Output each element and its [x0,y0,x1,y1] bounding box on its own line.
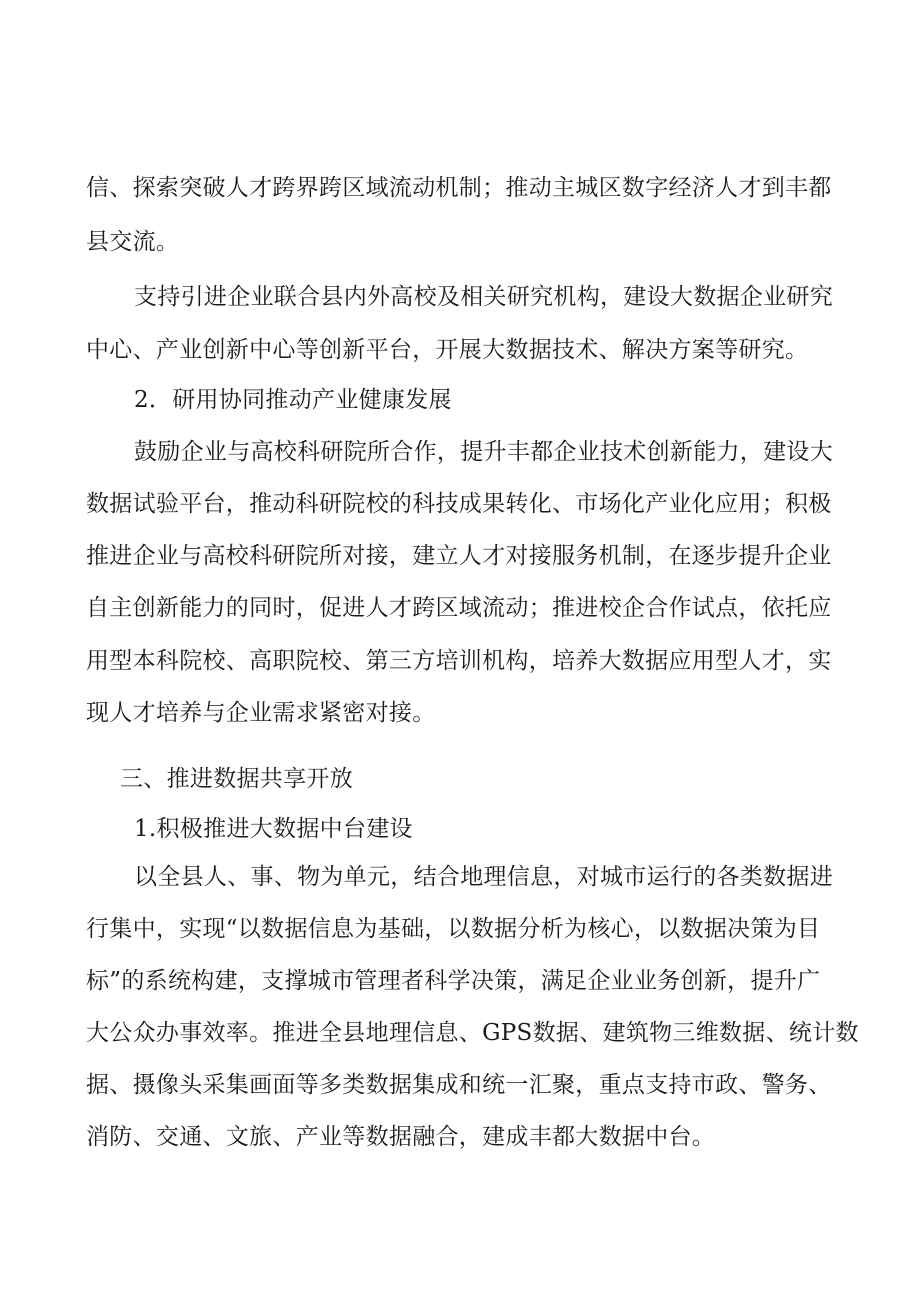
body-line: 县交流。 [86,229,180,255]
body-line: 大公众办事效率。推进全县地理信息、GPS数据、建筑物三维数据、统计数 [86,1020,859,1046]
body-line: 鼓励企业与高校科研院所合作，提升丰都企业技术创新能力，建设大 [134,439,833,465]
body-line: 支持引进企业联合县内外高校及相关研究机构，建设大数据企业研究 [134,284,833,310]
body-line: 标”的系统构建，支撑城市管理者科学决策，满足企业业务创新，提升广 [86,968,821,994]
body-line: 现人才培养与企业需求紧密对接。 [86,700,436,726]
body-line: 自主创新能力的同时，促进人才跨区域流动；推进校企合作试点，依托应 [86,595,832,621]
section-heading: 三、推进数据共享开放 [120,766,353,792]
body-line: 以全县人、事、物为单元，结合地理信息，对城市运行的各类数据进 [134,864,833,890]
subsection-heading: 2．研用协同推动产业健康发展 [134,387,452,413]
body-line: 据、摄像头采集画面等多类数据集成和统一汇聚，重点支持市政、警务、 [86,1072,832,1098]
body-line: 消防、交通、文旅、产业等数据融合，建成丰都大数据中台。 [86,1124,716,1150]
body-line: 数据试验平台，推动科研院校的科技成果转化、市场化产业化应用；积极 [86,491,832,517]
body-line: 信、探索突破人才跨界跨区域流动机制；推动主城区数字经济人才到丰都 [86,175,832,201]
body-line: 中心、产业创新中心等创新平台，开展大数据技术、解决方案等研究。 [86,337,809,363]
subsection-heading: 1.积极推进大数据中台建设 [134,816,413,842]
body-line: 用型本科院校、高职院校、第三方培训机构，培养大数据应用型人才，实 [86,648,832,674]
body-line: 行集中，实现“以数据信息为基础，以数据分析为核心，以数据决策为目 [86,916,821,942]
body-line: 推进企业与高校科研院所对接，建立人才对接服务机制，在逐步提升企业 [86,543,832,569]
